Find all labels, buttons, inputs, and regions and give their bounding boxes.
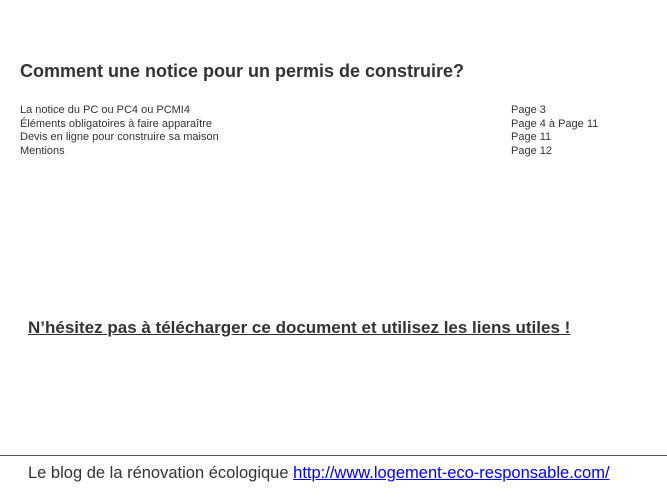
toc-label: Mentions (20, 144, 65, 157)
toc-row (20, 145, 640, 159)
footer-divider (0, 455, 667, 456)
toc-page: Page 12 (511, 144, 552, 157)
toc-row (20, 104, 640, 118)
page-title: Comment une notice pour un permis de construire? (20, 61, 465, 81)
footer-text: Le blog de la rénovation écologique (28, 464, 289, 482)
toc-label: Devis en ligne pour construire sa maison (20, 131, 219, 143)
toc-row (20, 131, 640, 145)
toc-page: Page 4 à Page 11 (511, 117, 599, 130)
table-of-contents (20, 104, 640, 158)
footer (28, 464, 610, 483)
toc-page: Page 11 (511, 131, 552, 143)
toc-label: Éléments obligatoires à faire apparaître (20, 117, 212, 130)
toc-page: Page 3 (511, 104, 546, 116)
toc-row (20, 118, 640, 132)
footer-link[interactable]: http://www.logement-eco-responsable.com/ (293, 464, 610, 482)
toc-label: La notice du PC ou PC4 ou PCMI4 (20, 104, 190, 116)
download-call-to-action: N’hésitez pas à télécharger ce document et utilisez les liens utiles ! (28, 318, 571, 337)
